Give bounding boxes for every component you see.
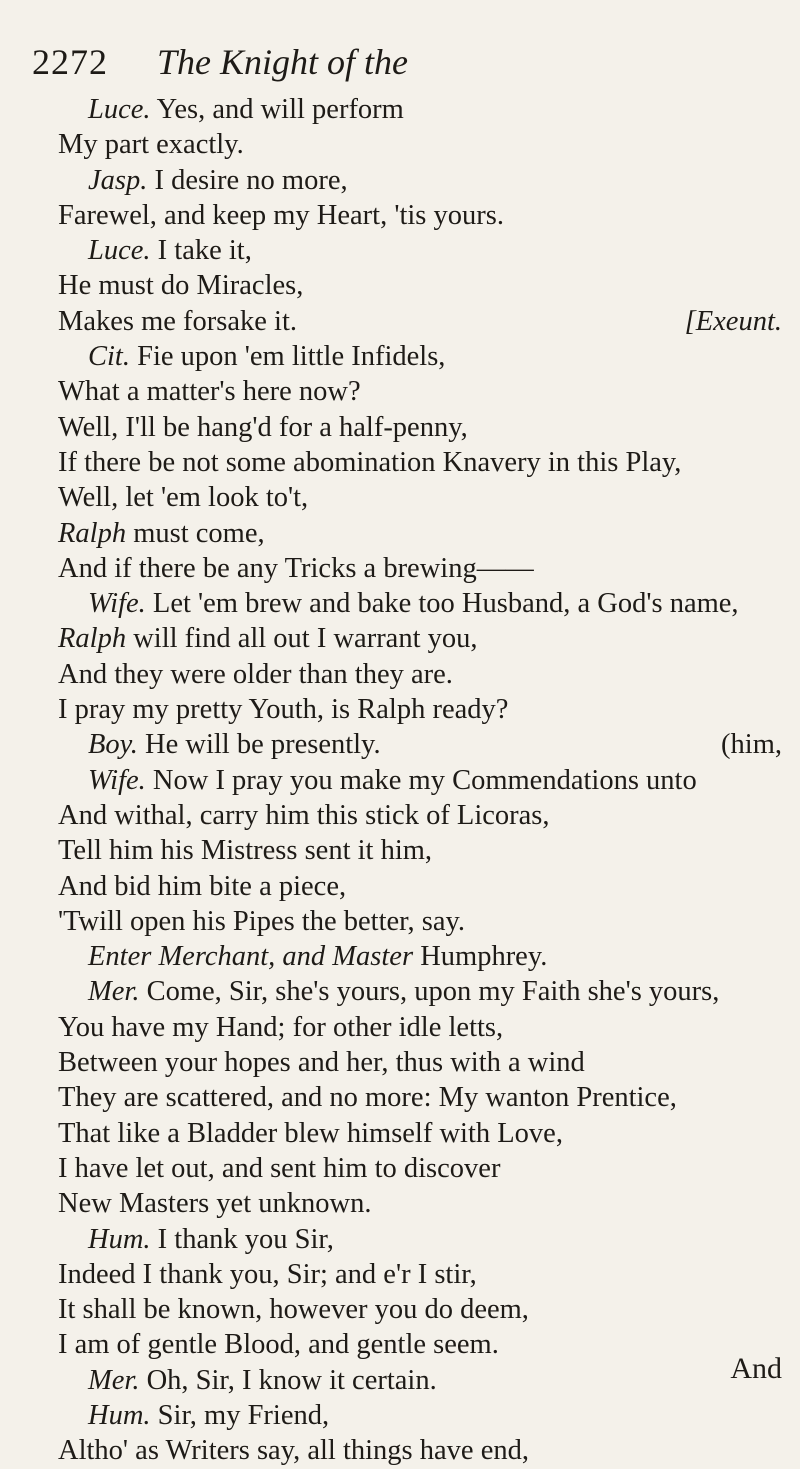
line-text: He will be presently.	[137, 729, 381, 761]
text-line	[58, 233, 788, 268]
speaker-name: Luce.	[88, 94, 151, 125]
text-line	[58, 163, 788, 198]
text-line	[58, 833, 788, 868]
text-line	[58, 904, 788, 939]
text-line	[58, 798, 788, 833]
speaker-name: Jasp.	[88, 164, 148, 196]
line-text: Fie upon 'em little Infidels,	[129, 341, 446, 373]
text-line	[58, 304, 788, 339]
text-line	[58, 1080, 788, 1115]
text-line	[58, 727, 788, 762]
play-text	[58, 92, 788, 1469]
text-line	[58, 1398, 788, 1433]
line-text: Yes, and will perform	[150, 94, 404, 125]
line-text: You have my Hand; for other idle letts,	[58, 1011, 504, 1043]
text-line	[58, 339, 788, 374]
text-line	[58, 1151, 788, 1186]
line-text: Tell him his Mistress sent it him,	[58, 835, 433, 867]
text-line	[58, 445, 788, 480]
running-header	[32, 40, 592, 84]
line-text: And they were older than they are.	[58, 658, 453, 690]
text-line	[58, 1186, 788, 1221]
text-line	[58, 621, 788, 656]
text-line	[58, 1010, 788, 1045]
text-line	[58, 374, 788, 409]
text-line	[58, 480, 788, 515]
line-text: Makes me forsake it.	[58, 305, 298, 337]
line-text: I am of gentle Blood, and gentle seem.	[58, 1329, 499, 1361]
right-aligned-text: [Exeunt.	[684, 305, 782, 337]
text-line	[58, 1433, 788, 1468]
text-line	[58, 1045, 788, 1080]
text-line	[58, 268, 788, 303]
line-text: What a matter's here now?	[58, 376, 361, 408]
line-text: Well, I'll be hang'd for a half-penny,	[58, 411, 468, 443]
line-text: It shall be known, however you do deem,	[58, 1294, 529, 1326]
line-text: Come, Sir, she's yours, upon my Faith she's yours,	[139, 976, 720, 1008]
line-text: Well, let 'em look to't,	[58, 482, 309, 514]
line-text: Let 'em brew and bake too Husband, a God's name,	[145, 588, 739, 620]
line-text: I pray my pretty Youth, is Ralph ready?	[58, 694, 509, 726]
line-text: Sir, my Friend,	[150, 1399, 330, 1431]
line-text: He must do Miracles,	[58, 270, 304, 302]
text-line	[58, 974, 788, 1009]
line-text: must come,	[126, 517, 265, 549]
speaker-name: Mer.	[88, 1364, 140, 1396]
line-text: will find all out I warrant you,	[126, 623, 478, 655]
line-text: They are scattered, and no more: My wanton Prentice,	[58, 1082, 677, 1114]
line-text: I take it,	[150, 235, 252, 267]
text-line	[58, 869, 788, 904]
right-aligned-text: (him,	[721, 729, 782, 761]
line-text: If there be not some abomination Knavery in this Play,	[58, 446, 682, 478]
line-text: Oh, Sir, I know it certain.	[139, 1364, 437, 1396]
text-line	[58, 1116, 788, 1151]
line-text: And withal, carry him this stick of Licoras,	[58, 799, 550, 831]
speaker-name: Hum.	[88, 1399, 151, 1431]
page-number: 2272	[32, 42, 108, 82]
text-line	[58, 92, 788, 127]
speaker-name: Cit.	[88, 341, 130, 373]
text-line	[58, 1292, 788, 1327]
text-line	[58, 127, 788, 162]
speaker-name: Luce.	[88, 235, 151, 267]
line-text: I have let out, and sent him to discover	[58, 1152, 501, 1184]
line-text: Now I pray you make my Commendations unto	[145, 764, 697, 796]
line-text: Humphrey.	[413, 941, 548, 973]
text-line	[58, 1327, 788, 1362]
text-line	[58, 1257, 788, 1292]
text-line	[58, 551, 788, 586]
speaker-name: Ralph	[58, 517, 127, 549]
text-line	[58, 692, 788, 727]
text-line	[58, 1222, 788, 1257]
catchword: And	[730, 1352, 782, 1385]
line-text: My part exactly.	[58, 129, 244, 161]
line-text: Altho' as Writers say, all things have end,	[58, 1435, 529, 1467]
line-text: I desire no more,	[147, 164, 348, 196]
text-line	[58, 410, 788, 445]
text-line	[58, 198, 788, 233]
line-text: And if there be any Tricks a brewing——	[58, 552, 534, 584]
speaker-name: Mer.	[88, 976, 140, 1008]
line-text: Indeed I thank you, Sir; and e'r I stir,	[58, 1258, 477, 1290]
line-text: New Masters yet unknown.	[58, 1188, 372, 1220]
line-text: 'Twill open his Pipes the better, say.	[58, 905, 466, 937]
speaker-name: Enter Merchant, and Master	[88, 941, 414, 973]
speaker-name: Hum.	[88, 1223, 151, 1255]
speaker-name: Boy.	[88, 729, 138, 761]
line-text: Between your hopes and her, thus with a wind	[58, 1047, 585, 1079]
speaker-name: Wife.	[88, 588, 146, 620]
text-line	[58, 1363, 788, 1398]
speaker-name: Wife.	[88, 764, 146, 796]
text-line	[58, 763, 788, 798]
text-line	[58, 939, 788, 974]
line-text: And bid him bite a piece,	[58, 870, 347, 902]
text-line	[58, 657, 788, 692]
line-text: That like a Bladder blew himself with Love,	[58, 1117, 563, 1149]
line-text: I thank you Sir,	[150, 1223, 334, 1255]
line-text: Farewel, and keep my Heart, 'tis yours.	[58, 199, 504, 231]
text-line	[58, 586, 788, 621]
text-line	[58, 516, 788, 551]
running-title: The Knight of the	[157, 42, 408, 82]
speaker-name: Ralph	[58, 623, 127, 655]
